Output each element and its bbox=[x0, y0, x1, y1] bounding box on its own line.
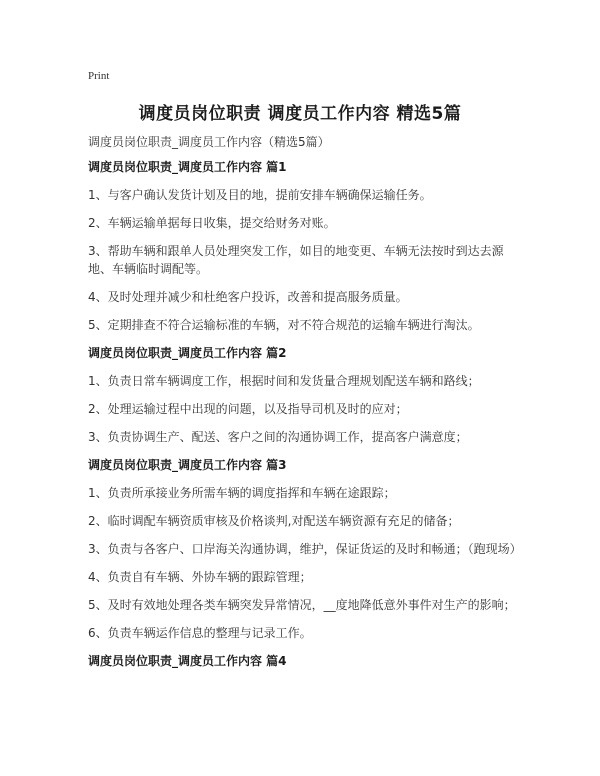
list-item: 5、定期排查不符合运输标准的车辆，对不符合规范的运输车辆进行淘汰。 bbox=[88, 318, 480, 332]
list-item: 4、负责自有车辆、外协车辆的跟踪管理； bbox=[88, 570, 312, 584]
page-subtitle: 调度员岗位职责_调度员工作内容（精选5篇） bbox=[88, 135, 330, 149]
section-heading: 调度员岗位职责_调度员工作内容 篇1 bbox=[88, 160, 287, 174]
list-item: 2、临时调配车辆资质审核及价格谈判,对配送车辆资源有充足的储备； bbox=[88, 514, 460, 528]
section-heading: 调度员岗位职责_调度员工作内容 篇2 bbox=[88, 346, 287, 360]
list-item: 1、负责所承接业务所需车辆的调度指挥和车辆在途跟踪； bbox=[88, 486, 396, 500]
list-item: 4、及时处理并减少和杜绝客户投诉，改善和提高服务质量。 bbox=[88, 290, 408, 304]
list-item: 3、负责协调生产、配送、客户之间的沟通协调工作，提高客户满意度； bbox=[88, 430, 468, 444]
list-item: 1、负责日常车辆调度工作，根据时间和发货量合理规划配送车辆和路线； bbox=[88, 374, 480, 388]
list-item: 2、处理运输过程中出现的问题，以及指导司机及时的应对； bbox=[88, 402, 408, 416]
page-title: 调度员岗位职责 调度员工作内容 精选5篇 bbox=[138, 104, 462, 124]
section-heading: 调度员岗位职责_调度员工作内容 篇4 bbox=[88, 654, 287, 668]
section-4 bbox=[88, 652, 520, 670]
list-item: 3、负责与各客户、口岸海关沟通协调，维护，保证货运的及时和畅通；（跑现场） bbox=[88, 542, 522, 556]
list-item: 1、与客户确认发货计划及目的地，提前安排车辆确保运输任务。 bbox=[88, 188, 432, 202]
list-item: 3、帮助车辆和跟单人员处理突发工作，如目的地变更、车辆无法按时到达去源地、车辆临时调配等。 bbox=[88, 244, 504, 276]
list-item: 6、负责车辆运作信息的整理与记录工作。 bbox=[88, 626, 312, 640]
section-2 bbox=[88, 344, 520, 446]
section-3 bbox=[88, 456, 520, 642]
document-content bbox=[88, 158, 520, 680]
print-label[interactable]: Print bbox=[88, 70, 110, 82]
section-heading: 调度员岗位职责_调度员工作内容 篇3 bbox=[88, 458, 287, 472]
section-1 bbox=[88, 158, 520, 334]
list-item: 5、及时有效地处理各类车辆突发异常情况，__度地降低意外事件对生产的影响； bbox=[88, 598, 516, 612]
list-item: 2、车辆运输单据每日收集，提交给财务对账。 bbox=[88, 216, 336, 230]
